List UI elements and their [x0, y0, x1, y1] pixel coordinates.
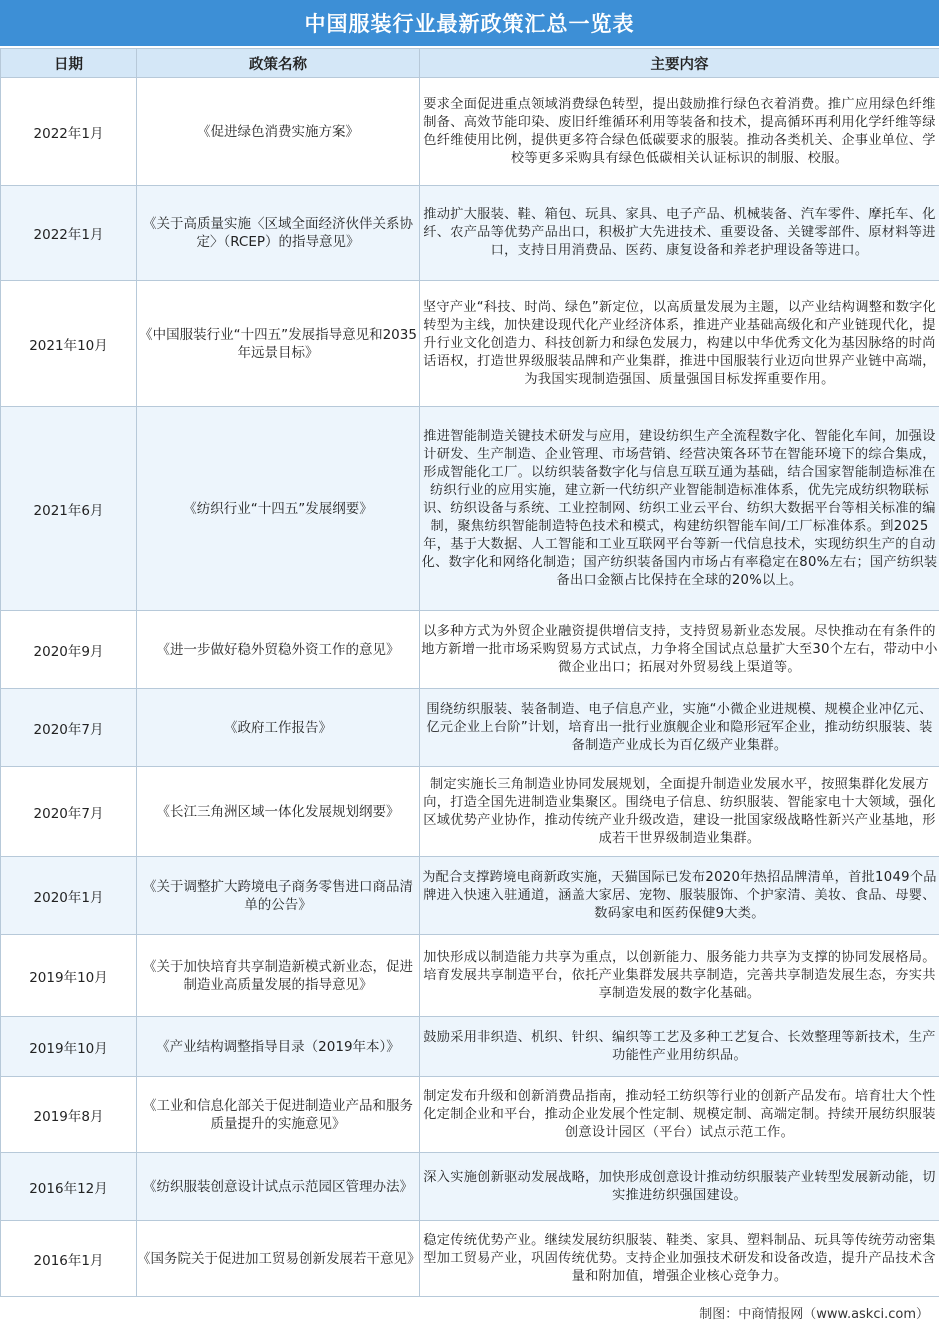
row-content: 为配合支撑跨境电商新政实施，天猫国际已发布2020年热招品牌清单，首批1049个品牌进入快速入驻通道，涵盖大家居、宠物、服装服饰、个护家清、美妆、食品、母婴、数码家电和医药保健9大类。	[420, 857, 939, 935]
row-date: 2019年8月	[1, 1077, 137, 1153]
table-row	[1, 611, 939, 689]
table-row	[1, 767, 939, 857]
row-policy-name: 《工业和信息化部关于促进制造业产品和服务质量提升的实施意见》	[137, 1077, 420, 1153]
table-row	[1, 1017, 939, 1077]
row-policy-name: 《中国服装行业“十四五”发展指导意见和2035年远景目标》	[137, 281, 420, 407]
table-row	[1, 1077, 939, 1153]
table-row	[1, 78, 939, 186]
table-row	[1, 1153, 939, 1221]
row-content: 围绕纺织服装、装备制造、电子信息产业，实施“小微企业进规模、规模企业冲亿元、亿元企业上台阶”计划，培育出一批行业旗舰企业和隐形冠军企业，推动纺织服装、装备制造产业成长为百亿级产业集群。	[420, 689, 939, 767]
row-policy-name: 《关于加快培育共享制造新模式新业态，促进制造业高质量发展的指导意见》	[137, 935, 420, 1017]
header-policy-name: 政策名称	[137, 49, 420, 78]
row-date: 2020年1月	[1, 857, 137, 935]
row-content: 要求全面促进重点领域消费绿色转型，提出鼓励推行绿色衣着消费。推广应用绿色纤维制备、高效节能印染、废旧纤维循环利用等装备和技术，提高循环再利用化学纤维等绿色纤维使用比例，提供更多符合绿色低碳要求的服装。推动各类机关、企事业单位、学校等更多采购具有绿色低碳相关认证标识的制服、校服。	[420, 78, 939, 186]
row-date: 2020年7月	[1, 767, 137, 857]
table-row	[1, 186, 939, 281]
row-policy-name: 《纺织服装创意设计试点示范园区管理办法》	[137, 1153, 420, 1221]
header-date: 日期	[1, 49, 137, 78]
page-title: 中国服装行业最新政策汇总一览表	[0, 0, 939, 46]
row-date: 2022年1月	[1, 186, 137, 281]
row-policy-name: 《关于调整扩大跨境电子商务零售进口商品清单的公告》	[137, 857, 420, 935]
row-policy-name: 《关于高质量实施〈区域全面经济伙伴关系协定〉（RCEP）的指导意见》	[137, 186, 420, 281]
row-policy-name: 《进一步做好稳外贸稳外资工作的意见》	[137, 611, 420, 689]
table-row	[1, 407, 939, 611]
row-policy-name: 《产业结构调整指导目录（2019年本）》	[137, 1017, 420, 1077]
table-row	[1, 857, 939, 935]
row-date: 2019年10月	[1, 935, 137, 1017]
row-content: 制定实施长三角制造业协同发展规划，全面提升制造业发展水平，按照集群化发展方向，打造全国先进制造业集聚区。围绕电子信息、纺织服装、智能家电十大领域，强化区域优势产业协作，推动传统产业升级改造，建设一批国家级战略性新兴产业基地，形成若干世界级制造业集群。	[420, 767, 939, 857]
row-content: 推进智能制造关键技术研发与应用，建设纺织生产全流程数字化、智能化车间，加强设计研发、生产制造、企业管理、市场营销、经营决策各环节在智能环境下的综合集成，形成智能化工厂。以纺织装备数字化与信息互联互通为基础，结合国家智能制造标准在纺织行业的应用实施，建立新一代纺织产业智能制造标准体系，优先完成纺织物联标识、纺织设备与系统、工业控制网、纺织工业云平台、纺织大数据平台等相关标准的编制，聚焦纺织智能制造特色技术和模式，构建纺织智能车间/工厂标准体系。到2025年，基于大数据、人工智能和工业互联网平台等新一代信息技术，实现纺织生产的自动化、数字化和网络化制造；国产纺织装备国内市场占有率稳定在80%左右；国产纺织装备出口金额占比保持在全球的20%以上。	[420, 407, 939, 611]
table-row	[1, 1221, 939, 1297]
row-content: 加快形成以制造能力共享为重点，以创新能力、服务能力共享为支撑的协同发展格局。培育发展共享制造平台，依托产业集群发展共享制造，完善共享制造发展生态，夯实共享制造发展的数字化基础。	[420, 935, 939, 1017]
row-content: 推动扩大服装、鞋、箱包、玩具、家具、电子产品、机械装备、汽车零件、摩托车、化纤、农产品等优势产品出口，积极扩大先进技术、重要设备、关键零部件、原材料等进口，支持日用消费品、医药、康复设备和养老护理设备等进口。	[420, 186, 939, 281]
row-date: 2019年10月	[1, 1017, 137, 1077]
source-credit: 制图：中商情报网（www.askci.com）	[699, 1307, 929, 1322]
row-date: 2022年1月	[1, 78, 137, 186]
policy-table	[0, 48, 939, 1297]
header-content: 主要内容	[420, 49, 939, 78]
row-date: 2020年7月	[1, 689, 137, 767]
row-policy-name: 《国务院关于促进加工贸易创新发展若干意见》	[137, 1221, 420, 1297]
row-date: 2016年1月	[1, 1221, 137, 1297]
row-date: 2016年12月	[1, 1153, 137, 1221]
table-header-row	[1, 49, 939, 78]
row-policy-name: 《纺织行业“十四五”发展纲要》	[137, 407, 420, 611]
row-content: 稳定传统优势产业。继续发展纺织服装、鞋类、家具、塑料制品、玩具等传统劳动密集型加工贸易产业，巩固传统优势。支持企业加强技术研发和设备改造，提升产品技术含量和附加值，增强企业核心竞争力。	[420, 1221, 939, 1297]
row-date: 2021年10月	[1, 281, 137, 407]
row-content: 鼓励采用非织造、机织、针织、编织等工艺及多种工艺复合、长效整理等新技术，生产功能性产业用纺织品。	[420, 1017, 939, 1077]
table-row	[1, 689, 939, 767]
row-content: 坚守产业“科技、时尚、绿色”新定位，以高质量发展为主题，以产业结构调整和数字化转型为主线，加快建设现代化产业经济体系，推进产业基础高级化和产业链现代化，提升行业文化创造力、科技创新力和绿色发展力，构建以中华优秀文化为基因脉络的时尚话语权，打造世界级服装品牌和产业集群，推进中国服装行业迈向世界产业链中高端，为我国实现制造强国、质量强国目标发挥重要作用。	[420, 281, 939, 407]
row-policy-name: 《促进绿色消费实施方案》	[137, 78, 420, 186]
row-policy-name: 《政府工作报告》	[137, 689, 420, 767]
row-date: 2021年6月	[1, 407, 137, 611]
row-content: 制定发布升级和创新消费品指南，推动轻工纺织等行业的创新产品发布。培育壮大个性化定制企业和平台，推动企业发展个性定制、规模定制、高端定制。持续开展纺织服装创意设计园区（平台）试点示范工作。	[420, 1077, 939, 1153]
row-content: 深入实施创新驱动发展战略，加快形成创意设计推动纺织服装产业转型发展新动能，切实推进纺织强国建设。	[420, 1153, 939, 1221]
table-row	[1, 281, 939, 407]
row-date: 2020年9月	[1, 611, 137, 689]
row-policy-name: 《长江三角洲区域一体化发展规划纲要》	[137, 767, 420, 857]
row-content: 以多种方式为外贸企业融资提供增信支持，支持贸易新业态发展。尽快推动在有条件的地方新增一批市场采购贸易方式试点，力争将全国试点总量扩大至30个左右，带动中小微企业出口；拓展对外贸易线上渠道等。	[420, 611, 939, 689]
table-row	[1, 935, 939, 1017]
